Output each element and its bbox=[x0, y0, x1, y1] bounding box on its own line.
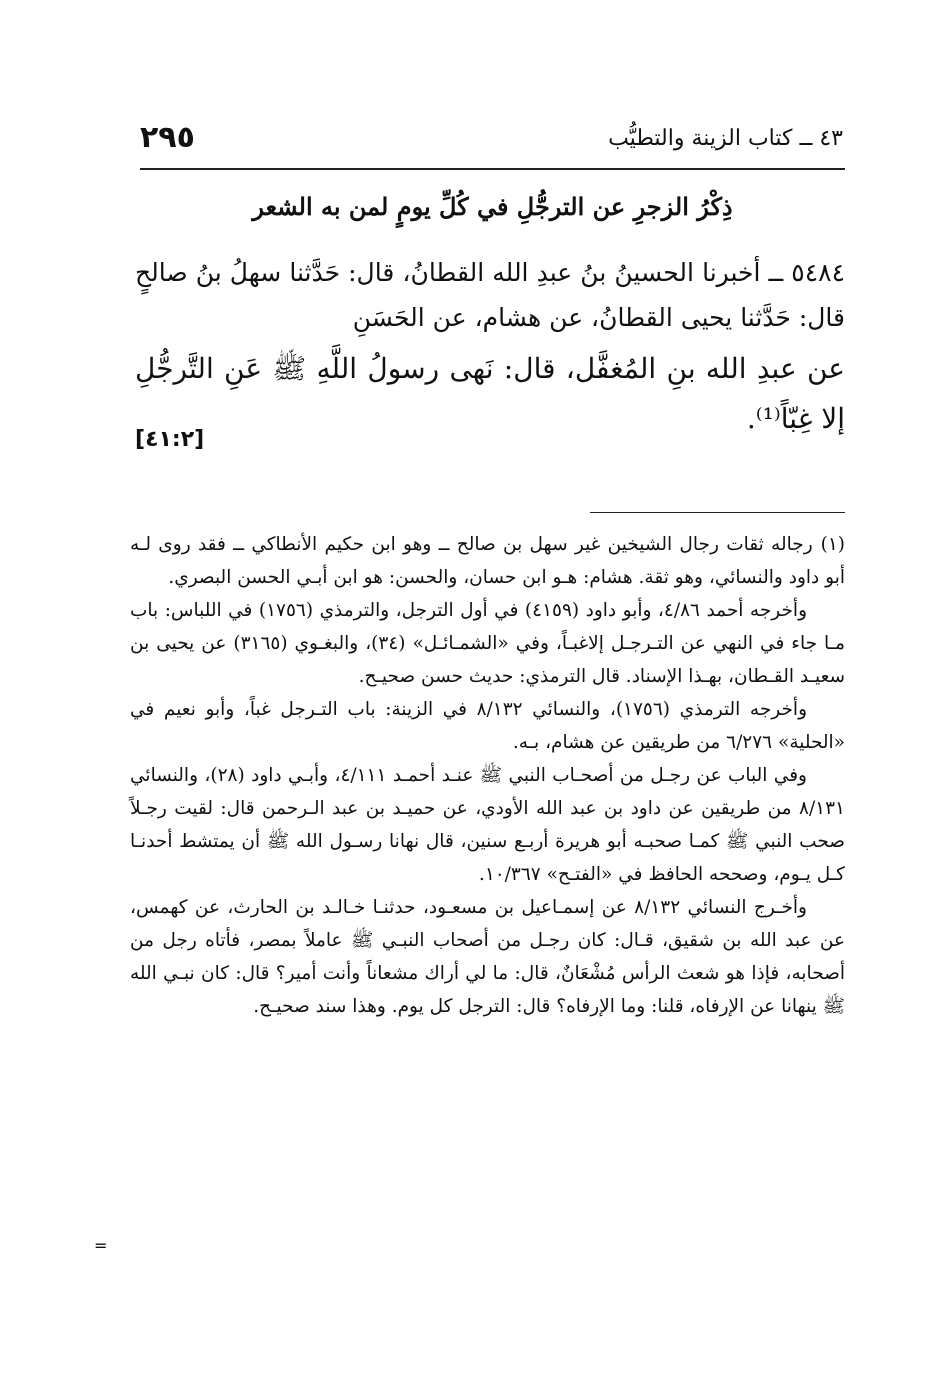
footnote-rule bbox=[590, 512, 845, 513]
footnote-paragraph-3: وأخرجه الترمذي (١٧٥٦)، والنسائي ٨/١٣٢ في الزينة: باب التـرجل غباً، وأبو نعيم في «الحلية» ٦/٢٧٦ من طريقين عن هشام، بـه. bbox=[130, 699, 845, 753]
hadith-matn: عن عبدِ الله بنِ المُغفَّل، قال: نَهى رسولُ اللَّهِ ﷺ عَنِ التَّرجُّلِ إلا غِبّاً⁽¹⁾. bbox=[135, 352, 845, 435]
footnote-paragraph-1: رجاله ثقات رجال الشيخين غير سهل بن صالح ــ وهو ابن حكيم الأنطاكي ــ فقد روى لـه أبو داود والنسائي، وهو ثقة. هشام: هـو ابن حسان، والحسن: هو ابن أبـي الحسن البصري. bbox=[130, 534, 845, 588]
running-title: ٤٣ ــ كتاب الزينة والتطيُّب bbox=[608, 126, 843, 151]
header-rule bbox=[140, 168, 845, 170]
footnote-marker: (١) bbox=[820, 534, 845, 555]
hadith-isnad: ٥٤٨٤ ــ أخبرنا الحسينُ بنُ عبدِ الله القطانُ، قال: حَدَّثنا سهلُ بنُ صالحٍ قال: حَدَّثنا يحيى القطانُ، عن هشام، عن الحَسَنِ bbox=[135, 258, 845, 332]
footnote-paragraph-5: وأخـرج النسائي ٨/١٣٢ عن إسمـاعيل بن مسعـود، حدثنـا خـالـد بن الحارث، عن كهمس، عن عبد الله بن شقيق، قـال: كان رجـل من أصحاب النبـي ﷺ عاملاً بمصر، فأتاه رجل من أصحابه، فإذا هو شعث الرأس مُشْعَانٌ، قال: ما لي أراك مشعاناً وأنت أمير؟ قال: كان نبـي الله ﷺ ينهانا عن الإرفاه، قلنا: وما الإرفاه؟ قال: الترجل كل يوم. وهذا سند صحيـح. bbox=[130, 897, 845, 1017]
hadith-text bbox=[135, 250, 845, 444]
footnote-paragraph-4: وفي الباب عن رجـل من أصحـاب النبي ﷺ عنـد أحمـد ٤/١١١، وأبـي داود (٢٨)، والنسائي ٨/١٣١ من طريقين عن داود بن عبد الله الأودي، عن حميـد بن عبد الـرحمن قال: لقيت رجـلاً صحب النبي ﷺ كمـا صحبـه أبو هريرة أربـع سنين، قال نهانا رسـول الله ﷺ أن يمتشط أحدنـا كـل يـوم، وصححه الحافظ في «الفتـح» ١٠/٣٦٧. bbox=[130, 765, 845, 885]
page-header bbox=[140, 118, 843, 162]
section-heading: ذِكْرُ الزجرِ عن الترجُّلِ في كُلِّ يومٍ لمن به الشعر bbox=[252, 192, 733, 221]
footnotes bbox=[130, 528, 845, 1023]
hadith-citation: [٤١:٢] bbox=[135, 427, 205, 452]
page-number: ٢٩٥ bbox=[140, 120, 195, 155]
footnote-1 bbox=[130, 528, 845, 594]
margin-mark: = bbox=[94, 1236, 108, 1255]
footnote-paragraph-2: وأخرجه أحمد ٤/٨٦، وأبو داود (٤١٥٩) في أول الترجل، والترمذي (١٧٥٦) في اللباس: باب مـا جاء في النهي عن التـرجـل إلاغبـاً، وفي «الشمـائـل» (٣٤)، والبغـوي (٣١٦٥) عن يحيى بن سعيـد القـطان، بهـذا الإسناد. قال الترمذي: حديث حسن صحيـح. bbox=[130, 600, 846, 687]
